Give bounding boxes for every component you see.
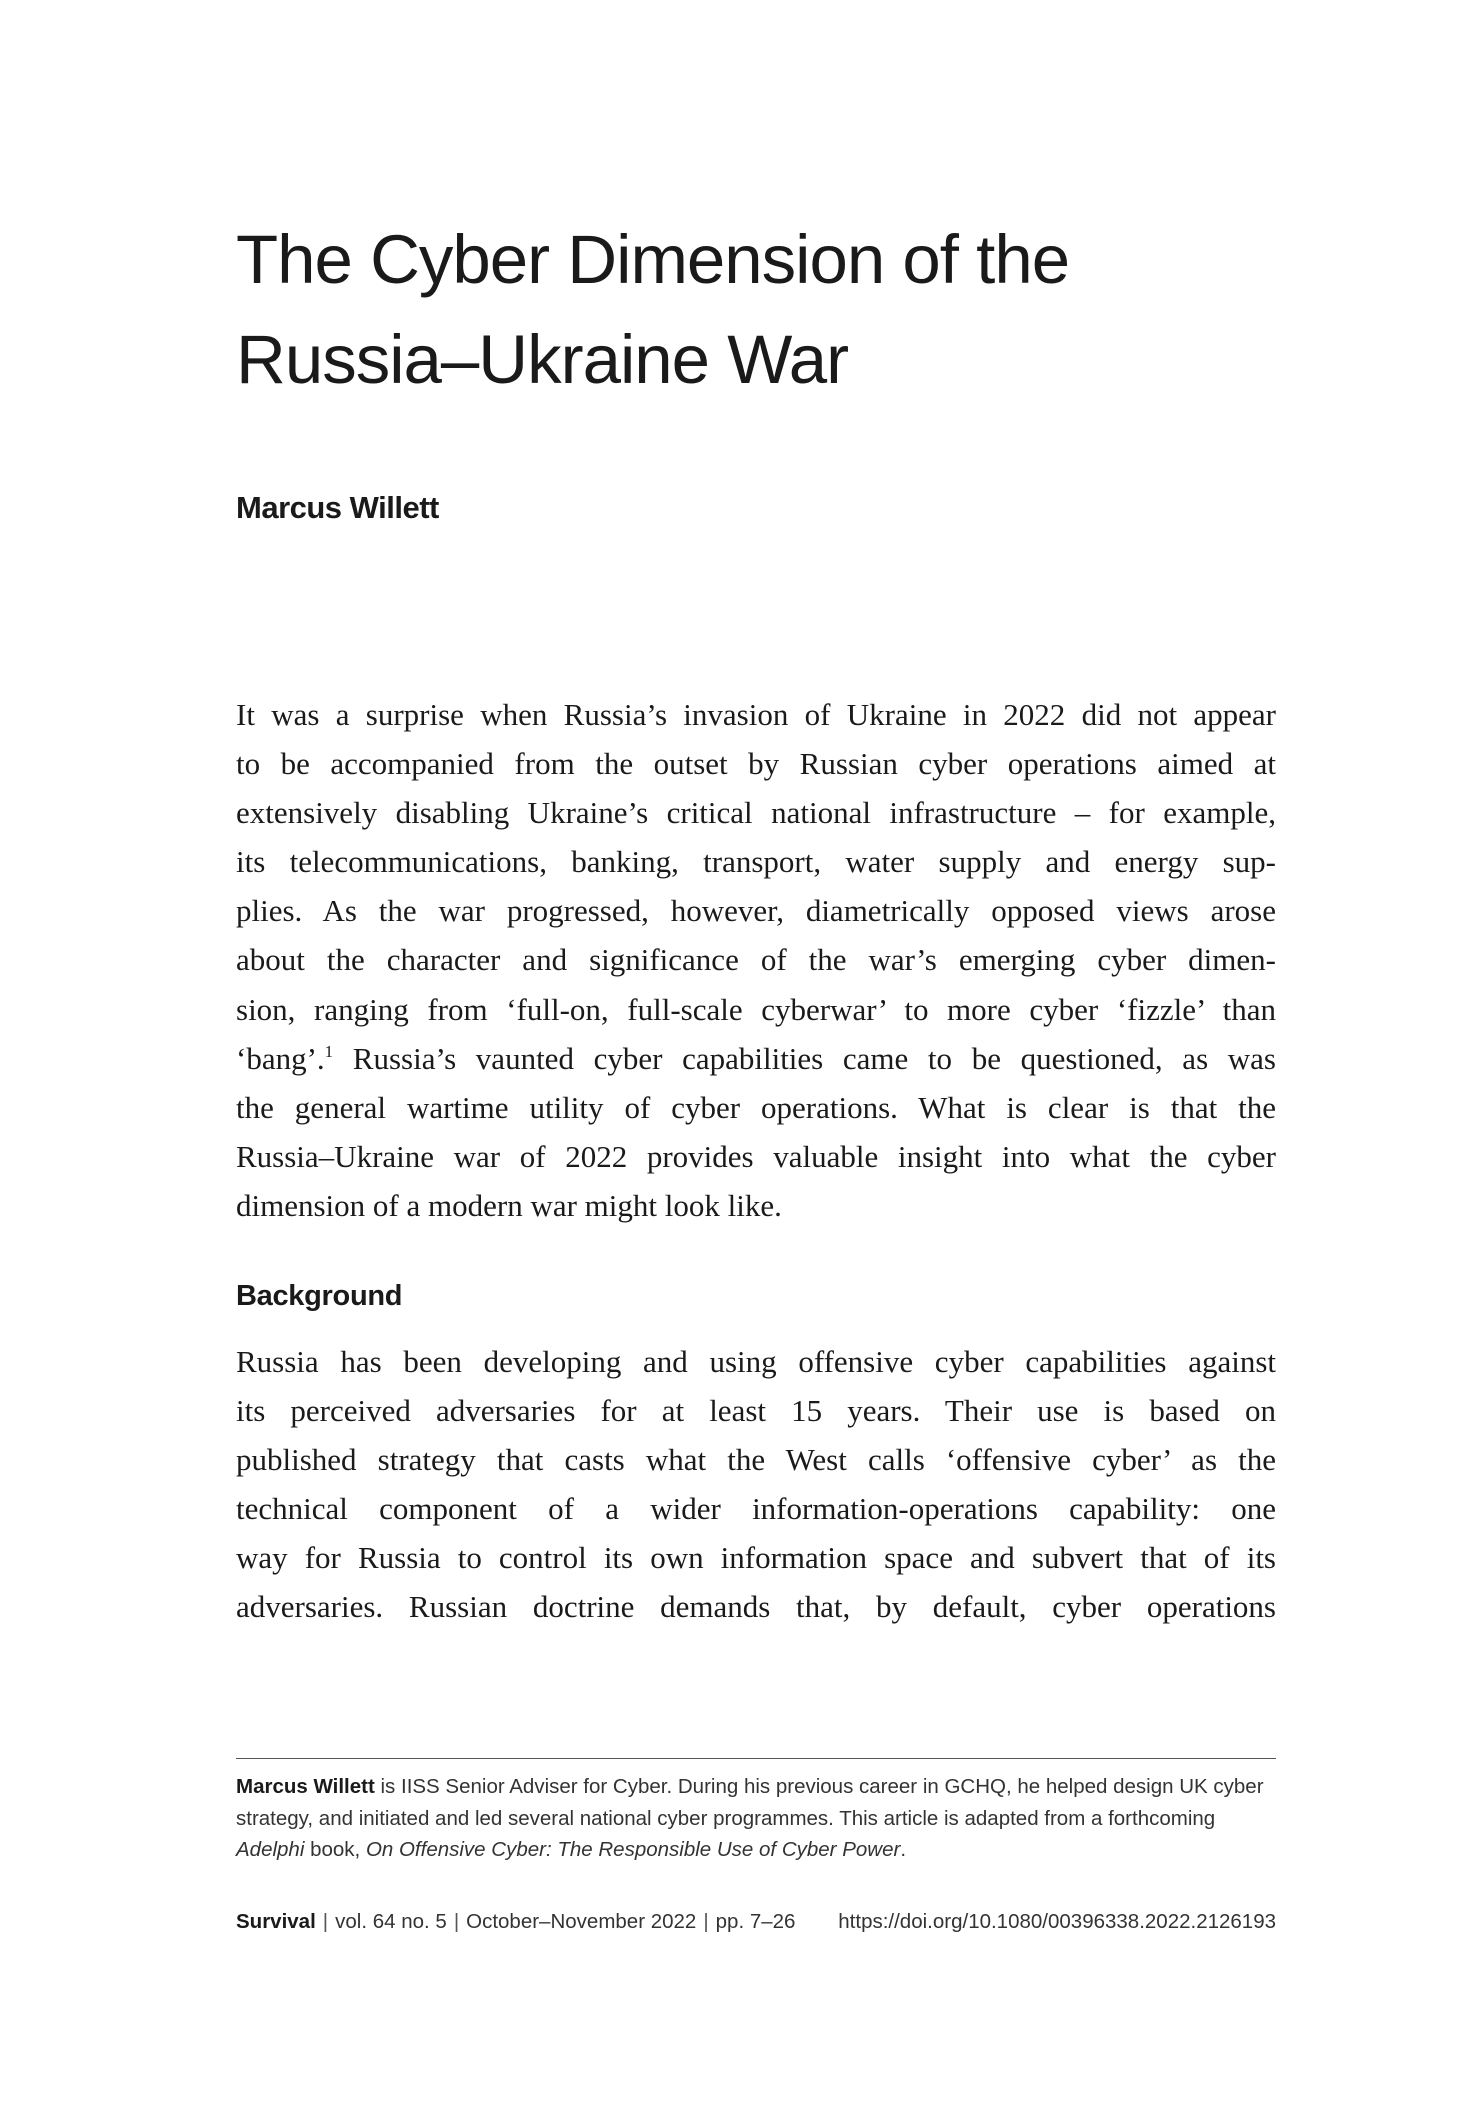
paragraph-line: Russia–Ukraine war of 2022 provides valuable insight into what the cyber [236,1138,1276,1174]
bio-line: strategy, and initiated and led several national cyber programmes. This article is adapted from a forthcoming [236,1806,1216,1830]
paragraph-line: about the character and significance of the war’s emerging cyber dimen- [236,942,1276,978]
journal-date: October–November 2022 [466,1910,697,1933]
citation-footer [236,1906,1276,1938]
article-title-line-1: The Cyber Dimension of the [236,221,1070,298]
author-bio [236,1771,1276,1866]
paragraph-line: extensively disabling Ukraine’s critical national infrastructure – for example, [236,795,1276,831]
intro-paragraph [236,690,1276,1230]
bio-text: . [900,1838,907,1861]
journal-volume: vol. 64 no. 5 [335,1910,447,1933]
bio-author-name: Marcus Willett [236,1775,375,1798]
paragraph-line: the general wartime utility of cyber operations. What is clear is that the [236,1089,1276,1125]
paragraph-line: way for Russia to control its own information space and subvert that of its [236,1540,1276,1576]
bio-text: is IISS Senior Adviser for Cyber. During his previous career in GCHQ, he helped design UK cyber [374,1775,1264,1798]
page-range: pp. 7–26 [715,1910,796,1933]
bio-book-title: On Offensive Cyber: The Responsible Use of Cyber Power [365,1838,901,1861]
footer-separator: | [322,1910,329,1933]
footnote-line-end: Russia’s vaunted cyber capabilities came to be questioned, as was [333,1040,1276,1076]
footer-separator: | [703,1910,709,1933]
paragraph-line: sion, ranging from ‘full-on, full-scale cyberwar’ to more cyber ‘fizzle’ than [236,991,1276,1027]
author-name: Marcus Willett [236,490,439,525]
paragraph-line: published strategy that casts what the West calls ‘offensive cyber’ as the [236,1442,1276,1478]
bio-text: book, [304,1838,366,1861]
bio-line [236,1771,1276,1803]
background-paragraph [236,1337,1276,1632]
paragraph-line: technical component of a wider information-operations capability: one [236,1491,1276,1527]
paragraph-line: its telecommunications, banking, transport, water supply and energy sup- [236,844,1276,880]
footnote-divider [236,1758,1276,1759]
bio-series-name: Adelphi [236,1838,305,1861]
paragraph-line: plies. As the war progressed, however, diametrically opposed views arose [236,893,1276,929]
paragraph-line: Russia has been developing and using offensive cyber capabilities against [236,1344,1276,1379]
section-heading: Background [236,1280,403,1312]
article-title-line-2: Russia–Ukraine War [236,321,849,398]
bio-line [236,1834,1276,1866]
footnote-marker[interactable]: 1 [324,1041,334,1061]
doi-link[interactable]: https://doi.org/10.1080/00396338.2022.2126193 [838,1910,1276,1933]
footer-separator: | [453,1910,460,1933]
paragraph-line: to be accompanied from the outset by Russian cyber operations aimed at [236,746,1276,782]
paragraph-line: It was a surprise when Russia’s invasion of Ukraine in 2022 did not appear [236,697,1276,732]
article-title [236,210,1286,410]
paragraph-line: adversaries. Russian doctrine demands that, by default, cyber operations [236,1589,1276,1625]
journal-name: Survival [236,1910,316,1933]
paragraph-line-with-footnote [236,1034,1276,1083]
footnote-line-start: ‘bang’. [236,1040,325,1076]
paragraph-line: dimension of a modern war might look like. [236,1187,782,1223]
paragraph-line: its perceived adversaries for at least 15 years. Their use is based on [236,1393,1276,1429]
